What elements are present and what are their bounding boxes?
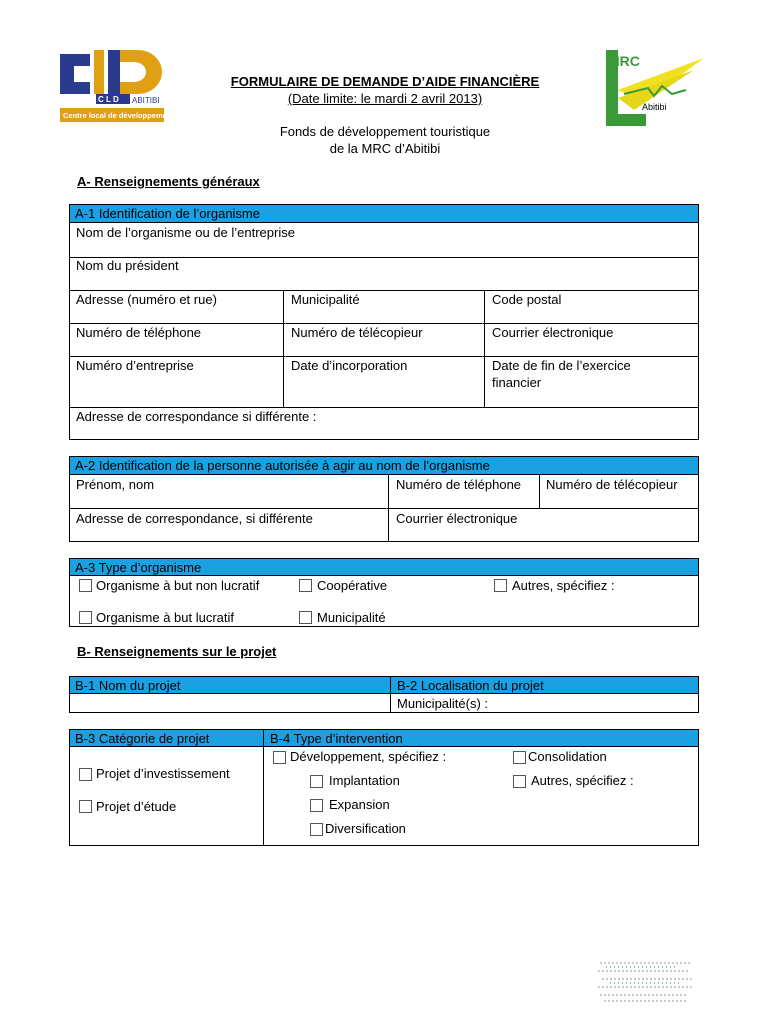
a1-table	[69, 204, 699, 440]
address-field[interactable]: Adresse (numéro et rue)	[76, 292, 217, 307]
form-title: FORMULAIRE DE DEMANDE D’AIDE FINANCIÈRE	[230, 74, 540, 89]
cld-tagline: Centre local de développement	[63, 111, 166, 120]
cld-abitibi-text: ABITIBI	[132, 96, 160, 105]
contact-email-field[interactable]: Courrier électronique	[396, 511, 518, 526]
checkbox-study-project[interactable]	[79, 800, 92, 813]
business-number-field[interactable]: Numéro d’entreprise	[76, 358, 194, 373]
option-others: Autres, spécifiez :	[512, 578, 615, 593]
option-study-project: Projet d’étude	[96, 799, 177, 814]
b2-title: B-2 Localisation du projet	[397, 678, 544, 693]
cld-logo	[58, 46, 166, 126]
checkbox-cooperative[interactable]	[299, 579, 312, 592]
option-other-intervention: Autres, spécifiez :	[531, 773, 634, 788]
a2-table	[69, 456, 699, 542]
checkbox-implantation[interactable]	[310, 775, 323, 788]
checkbox-expansion[interactable]	[310, 799, 323, 812]
contact-fax-field[interactable]: Numéro de télécopieur	[546, 477, 678, 492]
checkbox-development[interactable]	[273, 751, 286, 764]
fiscal-end-field-line1[interactable]: Date de fin de l’exercice	[492, 358, 631, 373]
a2-header-bar	[70, 457, 698, 475]
checkbox-municipality[interactable]	[299, 611, 312, 624]
option-diversification: Diversification	[325, 821, 406, 836]
option-nonprofit: Organisme à but non lucratif	[96, 578, 260, 593]
deadline-text: (Date limite: le mardi 2 avril 2013)	[287, 91, 483, 106]
incorporation-date-field[interactable]: Date d’incorporation	[291, 358, 408, 373]
section-b-heading: B- Renseignements sur le projet	[77, 644, 277, 659]
b3-title: B-3 Catégorie de projet	[75, 731, 210, 746]
phone-field[interactable]: Numéro de téléphone	[76, 325, 202, 340]
a2-title: A-2 Identification de la personne autorisée à agir au nom de l’organisme	[75, 458, 490, 473]
email-field[interactable]: Courrier électronique	[492, 325, 614, 340]
checkbox-investment-project[interactable]	[79, 768, 92, 781]
fund-name-line2: de la MRC d’Abitibi	[329, 141, 441, 156]
a1-header-bar	[70, 205, 698, 223]
a1-title: A-1 Identification de l’organisme	[75, 206, 260, 221]
option-cooperative: Coopérative	[317, 578, 388, 593]
scan-stamp	[596, 957, 696, 1005]
a3-table	[69, 558, 699, 627]
b4-title: B-4 Type d’intervention	[270, 731, 403, 746]
b1-title: B-1 Nom du projet	[75, 678, 181, 693]
contact-phone-field[interactable]: Numéro de téléphone	[396, 477, 522, 492]
checkbox-others[interactable]	[494, 579, 507, 592]
option-consolidation: Consolidation	[528, 749, 607, 764]
municipalities-field[interactable]: Municipalité(s) :	[397, 696, 489, 711]
mrc-text: MRC	[608, 53, 640, 69]
a3-header-bar	[70, 559, 698, 576]
a3-title: A-3 Type d’organisme	[75, 560, 202, 575]
checkbox-diversification[interactable]	[310, 823, 323, 836]
contact-mailing-address-field[interactable]: Adresse de correspondance, si différente	[76, 511, 313, 526]
option-municipality: Municipalité	[317, 610, 386, 625]
option-forprofit: Organisme à but lucratif	[96, 610, 235, 625]
mrc-logo	[604, 50, 708, 130]
contact-name-field[interactable]: Prénom, nom	[76, 477, 155, 492]
b1-b2-table	[69, 676, 699, 713]
option-implantation: Implantation	[329, 773, 400, 788]
org-name-field[interactable]: Nom de l’organisme ou de l’entreprise	[76, 225, 295, 240]
fiscal-end-field-line2: financier	[492, 375, 542, 390]
option-development: Développement, spécifiez :	[290, 749, 447, 764]
b3-b4-table	[69, 729, 699, 846]
checkbox-nonprofit[interactable]	[79, 579, 92, 592]
checkbox-other-intervention[interactable]	[513, 775, 526, 788]
fax-field[interactable]: Numéro de télécopieur	[291, 325, 423, 340]
fund-name-line1: Fonds de développement touristique	[279, 124, 491, 139]
president-field[interactable]: Nom du président	[76, 258, 179, 273]
option-expansion: Expansion	[329, 797, 390, 812]
checkbox-forprofit[interactable]	[79, 611, 92, 624]
mrc-abitibi-text: Abitibi	[642, 102, 667, 112]
postal-code-field[interactable]: Code postal	[492, 292, 562, 307]
section-a-heading: A- Renseignements généraux	[77, 174, 260, 189]
option-investment-project: Projet d’investissement	[96, 766, 230, 781]
municipality-field[interactable]: Municipalité	[291, 292, 360, 307]
checkbox-consolidation[interactable]	[513, 751, 526, 764]
mailing-address-field[interactable]: Adresse de correspondance si différente :	[76, 409, 317, 424]
cld-band-text: C L D	[98, 95, 119, 104]
